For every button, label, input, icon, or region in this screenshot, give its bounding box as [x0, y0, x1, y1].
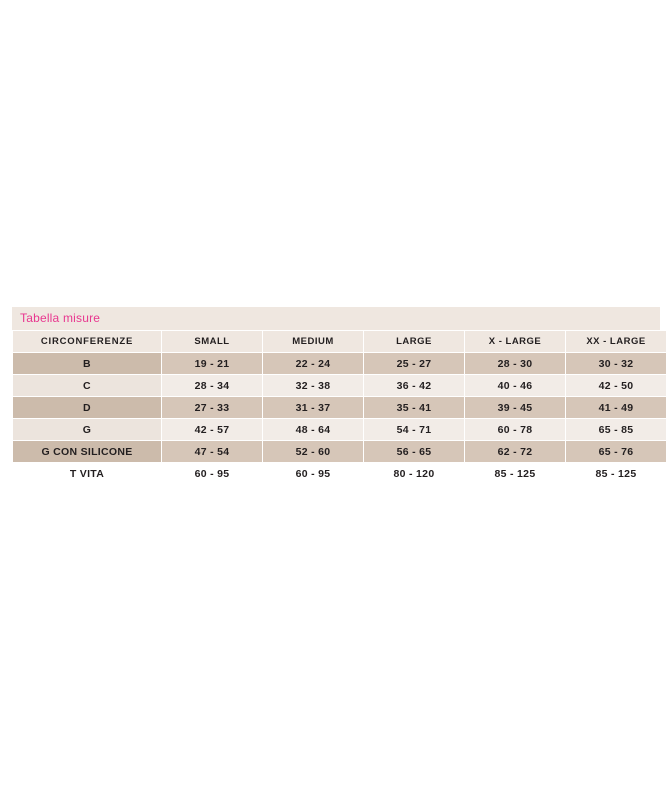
- row-cell: 39 - 45: [465, 397, 566, 419]
- row-cell: 52 - 60: [263, 441, 364, 463]
- row-cell: 60 - 78: [465, 419, 566, 441]
- table-header-row: [13, 331, 667, 353]
- row-cell: 22 - 24: [263, 353, 364, 375]
- row-cell: 60 - 95: [162, 463, 263, 485]
- size-table: [12, 330, 667, 485]
- row-cell: 42 - 50: [566, 375, 667, 397]
- row-cell: 30 - 32: [566, 353, 667, 375]
- table-row: [13, 441, 667, 463]
- row-cell: 36 - 42: [364, 375, 465, 397]
- table-caption: Tabella misure: [12, 307, 660, 330]
- row-cell: 80 - 120: [364, 463, 465, 485]
- size-chart: [12, 307, 660, 485]
- column-header-xx-large: XX - LARGE: [566, 331, 667, 353]
- row-cell: 31 - 37: [263, 397, 364, 419]
- row-cell: 56 - 65: [364, 441, 465, 463]
- table-row: [13, 419, 667, 441]
- row-label: T VITA: [13, 463, 162, 485]
- table-row: [13, 463, 667, 485]
- table-row: [13, 375, 667, 397]
- row-cell: 32 - 38: [263, 375, 364, 397]
- row-cell: 25 - 27: [364, 353, 465, 375]
- row-cell: 48 - 64: [263, 419, 364, 441]
- row-cell: 27 - 33: [162, 397, 263, 419]
- row-label: G CON SILICONE: [13, 441, 162, 463]
- row-cell: 40 - 46: [465, 375, 566, 397]
- row-cell: 28 - 34: [162, 375, 263, 397]
- row-cell: 42 - 57: [162, 419, 263, 441]
- size-table-body: [13, 331, 667, 485]
- row-cell: 65 - 76: [566, 441, 667, 463]
- row-cell: 62 - 72: [465, 441, 566, 463]
- row-cell: 60 - 95: [263, 463, 364, 485]
- row-cell: 19 - 21: [162, 353, 263, 375]
- row-label: B: [13, 353, 162, 375]
- row-label: D: [13, 397, 162, 419]
- row-cell: 54 - 71: [364, 419, 465, 441]
- row-cell: 85 - 125: [465, 463, 566, 485]
- column-header-large: LARGE: [364, 331, 465, 353]
- column-header-circonferenze: CIRCONFERENZE: [13, 331, 162, 353]
- table-row: [13, 353, 667, 375]
- column-header-x-large: X - LARGE: [465, 331, 566, 353]
- row-cell: 35 - 41: [364, 397, 465, 419]
- row-cell: 85 - 125: [566, 463, 667, 485]
- column-header-small: SMALL: [162, 331, 263, 353]
- table-row: [13, 397, 667, 419]
- row-cell: 41 - 49: [566, 397, 667, 419]
- row-label: C: [13, 375, 162, 397]
- column-header-medium: MEDIUM: [263, 331, 364, 353]
- row-label: G: [13, 419, 162, 441]
- row-cell: 28 - 30: [465, 353, 566, 375]
- row-cell: 47 - 54: [162, 441, 263, 463]
- row-cell: 65 - 85: [566, 419, 667, 441]
